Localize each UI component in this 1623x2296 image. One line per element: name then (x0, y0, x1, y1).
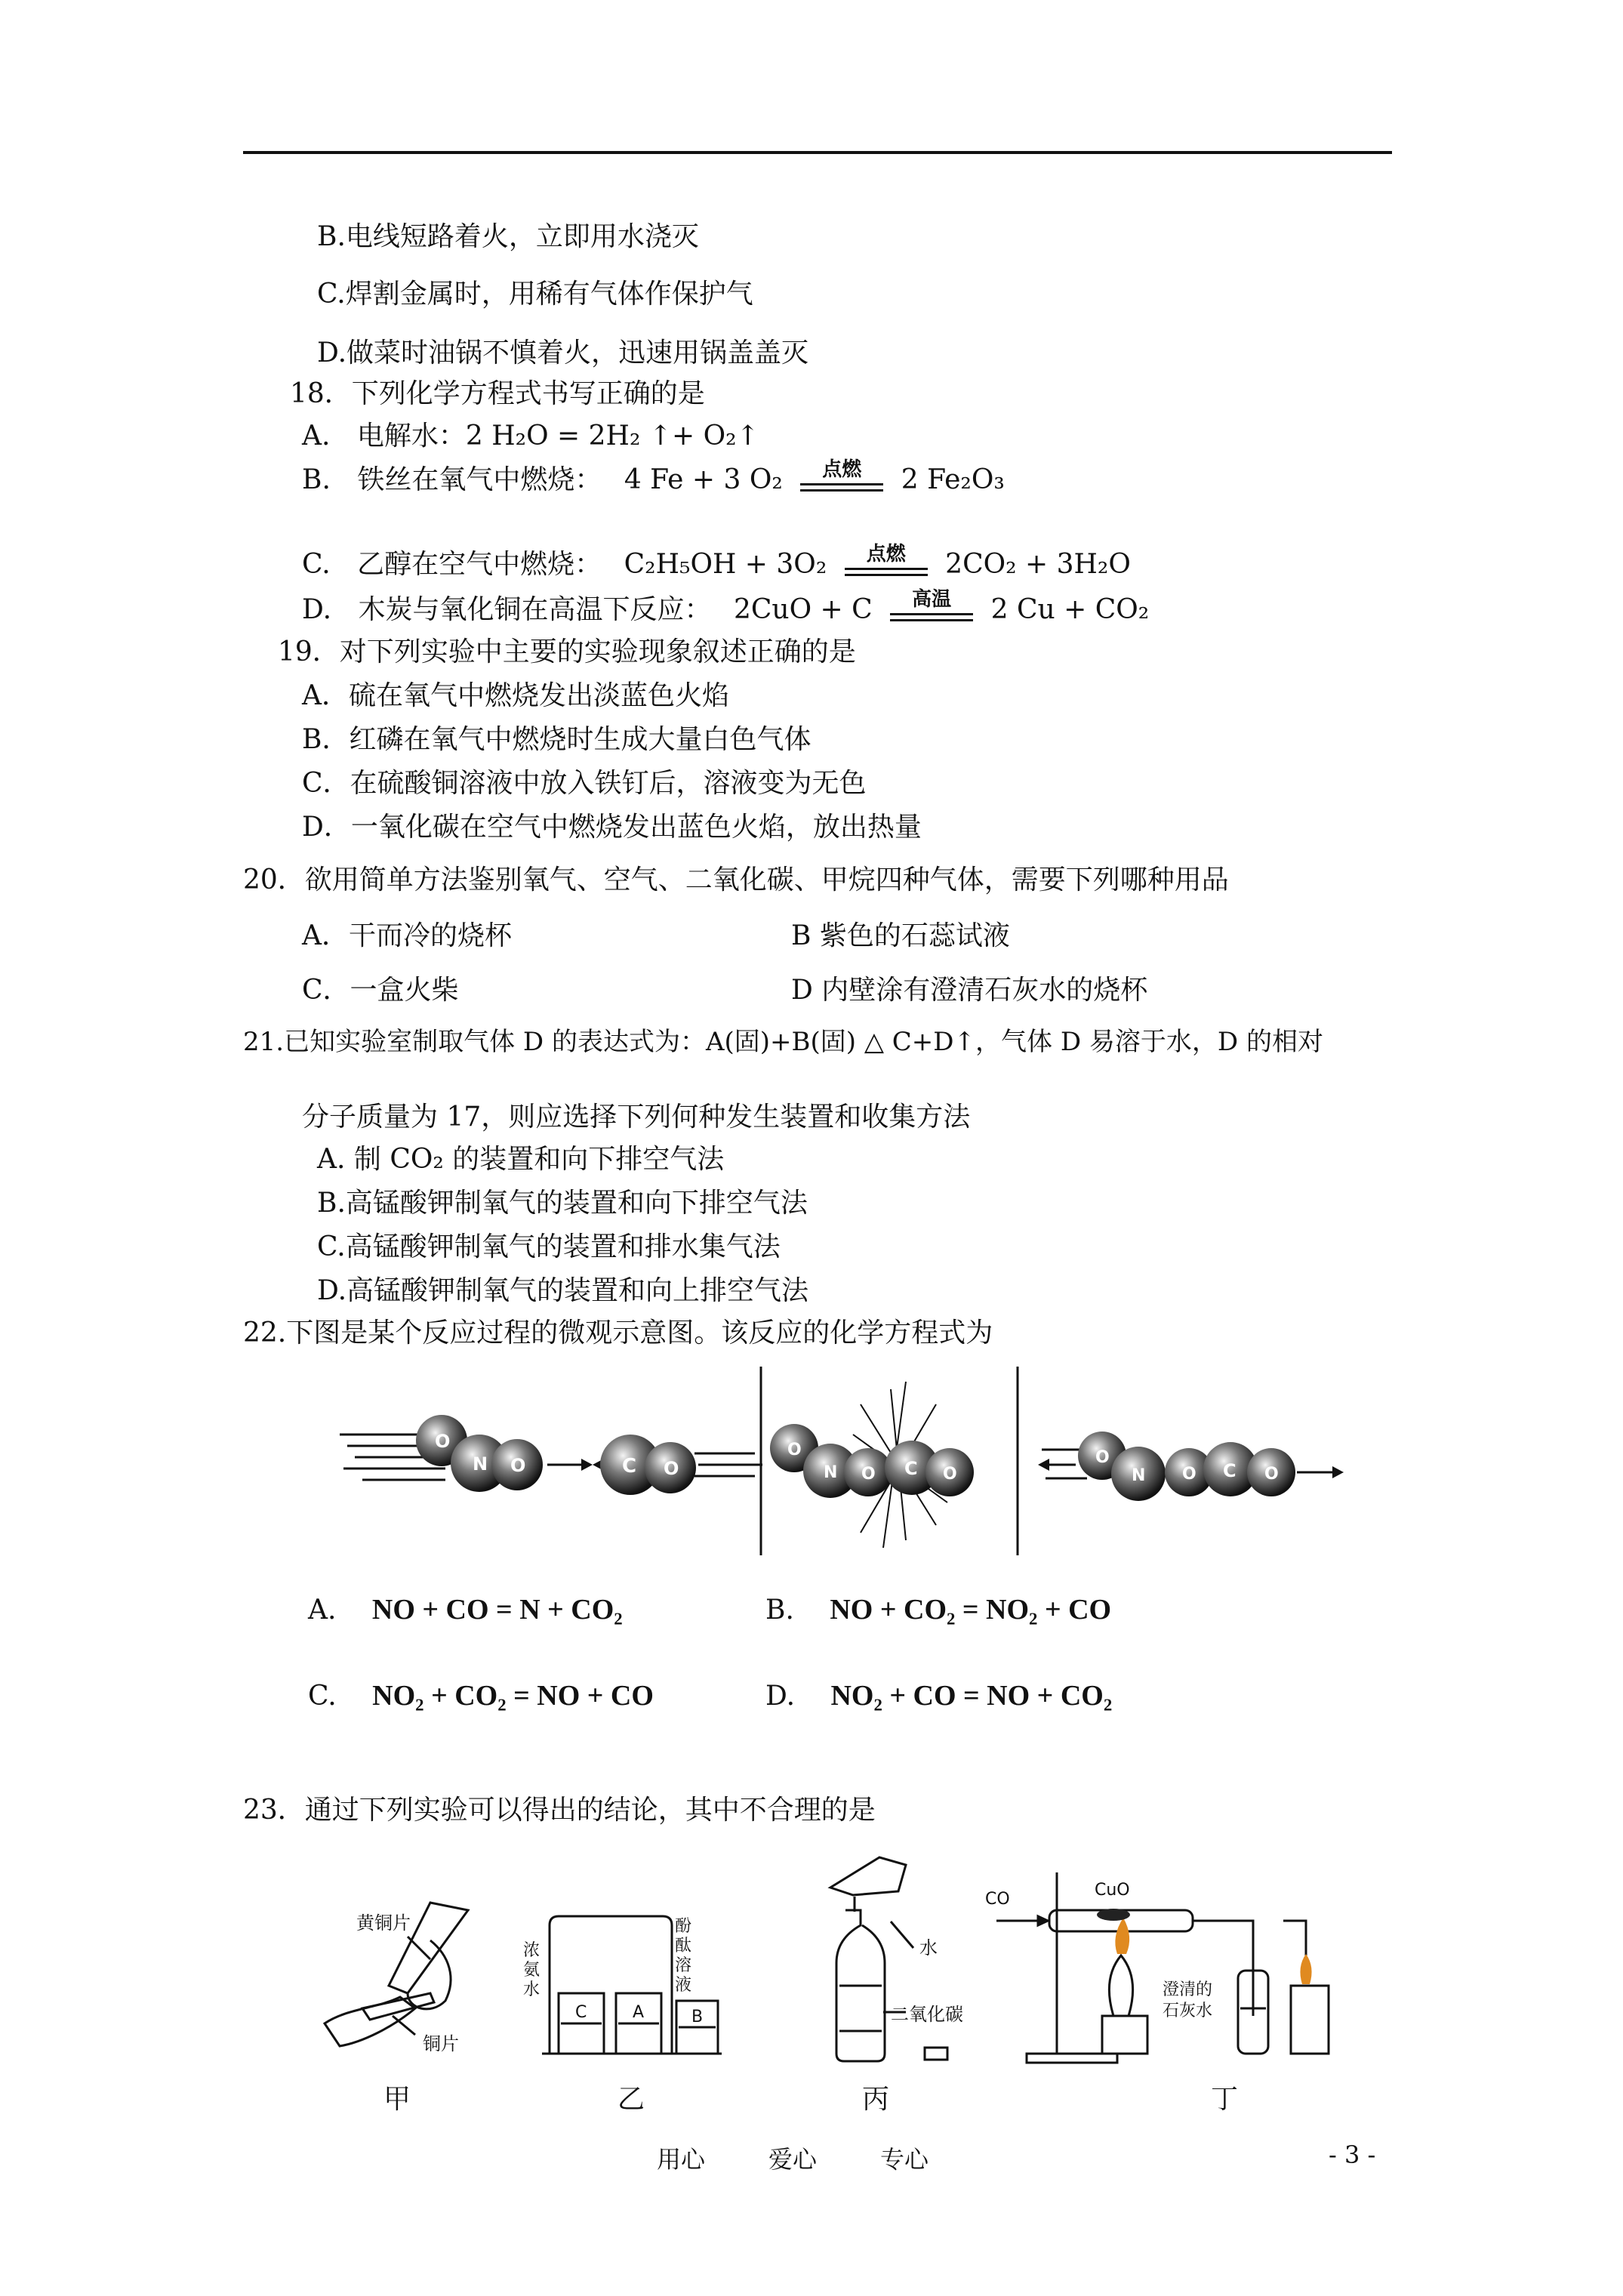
caption-yi: 乙 (617, 2084, 645, 2115)
label-copper: 铜片 (423, 2033, 459, 2054)
q18-b-text: 铁丝在氧气中燃烧： (357, 464, 602, 495)
atom-label: O (861, 1465, 876, 1484)
q22-b-label: B. (765, 1595, 794, 1626)
q22-option-c (308, 1679, 654, 1713)
atom-label: N (1132, 1466, 1146, 1485)
q22-stem: 22.下图是某个反应过程的微观示意图。该反应的化学方程式为 (243, 1318, 993, 1348)
reaction-condition (845, 543, 928, 581)
label-cuo: CuO (1095, 1881, 1130, 1900)
q20-option-a: A．干而冷的烧杯 (302, 920, 512, 951)
q18-option-b (302, 458, 1005, 497)
flame-icon (1300, 1954, 1311, 1984)
iron-stand-base (1027, 2054, 1117, 2063)
q20-option-b: B 紫色的石蕊试液 (791, 920, 1010, 951)
beaker-label-b: B (691, 2008, 704, 2026)
label-co2: 二氧化碳 (891, 2004, 963, 2025)
q18-b-left: 4 Fe + 3 O₂ (624, 464, 783, 495)
q22-d-equation: NO₂ + CO = NO + CO₂ (830, 1680, 1113, 1712)
atom-label: O (787, 1441, 802, 1459)
header-rule (243, 151, 1392, 154)
q18-a-label: A. (302, 421, 331, 451)
label-lime-2: 石灰水 (1163, 2002, 1213, 2020)
q18-a-text: 电解水：2 H₂O = 2H₂ ↑+ O₂↑ (356, 421, 759, 451)
figure-ding-co-reduction (981, 1865, 1374, 2069)
q19-option-a: A．硫在氧气中燃烧发出淡蓝色火焰 (302, 680, 729, 711)
q18-d-label: D. (302, 594, 332, 625)
condition-text: 点燃 (822, 458, 862, 481)
caption-bing: 丙 (862, 2084, 890, 2115)
footer-motto-1: 用心 (657, 2145, 706, 2174)
q18-option-a (302, 420, 759, 453)
caption-jia: 甲 (383, 2084, 411, 2115)
q18-option-c (302, 543, 1131, 581)
label-lime-1: 澄清的 (1163, 1980, 1213, 1999)
footer-motto-2: 爱心 (768, 2145, 818, 2174)
q22-option-d (765, 1679, 1112, 1713)
atom-label: O (664, 1458, 679, 1479)
wood-block-right (1291, 1986, 1329, 2054)
collision-molecules (770, 1424, 974, 1498)
q21-option-d: D.高锰酸钾制氧气的装置和向上排空气法 (317, 1275, 809, 1306)
atom-label: N (473, 1453, 488, 1475)
label-ammonia-3: 水 (523, 1980, 540, 1999)
q17-option-b: B.电线短路着火，立即用水浇灭 (317, 221, 699, 252)
q18-b-label: B. (302, 464, 331, 495)
q18-d-left: 2CuO + C (733, 594, 873, 625)
q20-option-d: D 内壁涂有澄清石灰水的烧杯 (791, 975, 1148, 1006)
q21-option-b: B.高锰酸钾制氧气的装置和向下排空气法 (317, 1188, 808, 1219)
hand-right (408, 1940, 451, 2009)
q17-option-d: D.做菜时油锅不慎着火，迅速用锅盖盖灭 (317, 337, 809, 368)
q21-stem-continued: 分子质量为 17，则应选择下列何种发生装置和收集方法 (302, 1102, 971, 1133)
co2-molecule-product (1165, 1442, 1295, 1496)
atom-label: O (1095, 1448, 1110, 1467)
wood-block (1102, 2016, 1147, 2054)
q18-c-right: 2CO₂ + 3H₂O (945, 549, 1131, 580)
beaker-label-c: C (575, 2003, 587, 2022)
q19-stem: 19．对下列实验中主要的实验现象叙述正确的是 (278, 636, 856, 667)
q20-option-c: C．一盒火柴 (302, 975, 459, 1006)
label-brass: 黄铜片 (356, 1912, 411, 1934)
reaction-condition (800, 458, 883, 497)
atom-label: C (1223, 1460, 1236, 1481)
q18-c-label: C. (302, 549, 331, 580)
arrow-left (1038, 1459, 1049, 1471)
cuo-powder (1097, 1909, 1130, 1921)
hand-left (325, 1997, 415, 2046)
q22-a-label: A. (308, 1595, 337, 1626)
q21-option-a: A. 制 CO₂ 的装置和向下排空气法 (317, 1144, 725, 1175)
atom-label: O (1264, 1465, 1279, 1484)
q18-c-text: 乙醇在空气中燃烧： (357, 549, 602, 580)
atom-label: O (435, 1431, 451, 1452)
q21-option-c: C.高锰酸钾制氧气的装置和排水集气法 (317, 1231, 781, 1262)
atom-label: O (943, 1465, 957, 1484)
co-molecule-left (600, 1435, 696, 1495)
q22-b-equation: NO + CO₂ = NO₂ + CO (830, 1594, 1112, 1626)
q22-c-label: C. (308, 1681, 337, 1712)
beaker-label-a: A (633, 2003, 645, 2022)
no-molecule-product (1078, 1432, 1166, 1501)
q22-d-label: D. (765, 1681, 796, 1712)
atom-label: N (824, 1463, 838, 1482)
q19-option-d: D．一氧化碳在空气中燃烧发出蓝色火焰，放出热量 (302, 812, 922, 843)
condition-text: 点燃 (866, 543, 906, 566)
motion-lines-right-of-co (694, 1453, 762, 1476)
figure-yi-ammonia-diffusion (519, 1903, 723, 2061)
label-phenol-1: 酚 (675, 1917, 692, 1936)
q17-option-c: C.焊割金属时，用稀有气体作保护气 (317, 279, 753, 310)
q18-option-d (302, 588, 1150, 627)
figure-jia-scratch-test (317, 1895, 498, 2061)
footer-motto-3: 专心 (880, 2145, 929, 2174)
flame-icon (1115, 1918, 1129, 1954)
label-phenol-4: 液 (675, 1976, 692, 1995)
q18-c-left: C₂H₅OH + 3O₂ (624, 549, 827, 580)
q22-c-equation: NO₂ + CO₂ = NO + CO (372, 1680, 654, 1712)
label-co: CO (985, 1890, 1010, 1909)
condition-text: 高温 (912, 588, 952, 611)
label-phenol-2: 酞 (675, 1937, 692, 1955)
q21-stem: 21.已知实验室制取气体 D 的表达式为：A(固)+B(固) △ C+D↑，气体 D 易溶于水，D 的相对 (243, 1027, 1323, 1057)
large-bell-jar (550, 1916, 672, 2054)
bottle-cap (925, 2048, 947, 2060)
q22-option-b (765, 1593, 1111, 1627)
atom-label: C (904, 1458, 918, 1479)
figure-bing-co2-bottle (808, 1850, 989, 2069)
pouring-beaker (830, 1857, 906, 1895)
q22-option-a (308, 1593, 623, 1627)
q22-a-equation: NO + CO = N + CO₂ (371, 1594, 623, 1626)
page-number: - 3 - (1329, 2140, 1376, 2169)
reaction-micro-diagram (332, 1359, 1359, 1570)
q18-d-text: 木炭与氧化铜在高温下反应： (358, 594, 712, 625)
label-ammonia-1: 浓 (523, 1941, 540, 1960)
label-water: 水 (919, 1937, 938, 1959)
lamp-body (1109, 1955, 1132, 2016)
q20-stem: 20．欲用简单方法鉴别氧气、空气、二氧化碳、甲烷四种气体，需要下列哪种用品 (243, 864, 1229, 895)
q23-stem: 23．通过下列实验可以得出的结论，其中不合理的是 (243, 1795, 876, 1826)
atom-label: O (510, 1455, 526, 1476)
q19-option-c: C．在硫酸铜溶液中放入铁钉后，溶液变为无色 (302, 768, 867, 799)
label-ammonia-2: 氨 (523, 1961, 540, 1980)
atom-label: C (622, 1455, 637, 1478)
atom-label: O (1182, 1465, 1196, 1484)
label-phenol-3: 溶 (675, 1956, 692, 1975)
caption-ding: 丁 (1211, 2084, 1239, 2115)
reaction-condition (890, 588, 973, 627)
q18-stem: 18．下列化学方程式书写正确的是 (290, 378, 705, 409)
q19-option-b: B．红磷在氧气中燃烧时生成大量白色气体 (302, 724, 812, 755)
q18-d-right: 2 Cu + CO₂ (990, 594, 1150, 625)
q18-b-right: 2 Fe₂O₃ (901, 464, 1005, 495)
